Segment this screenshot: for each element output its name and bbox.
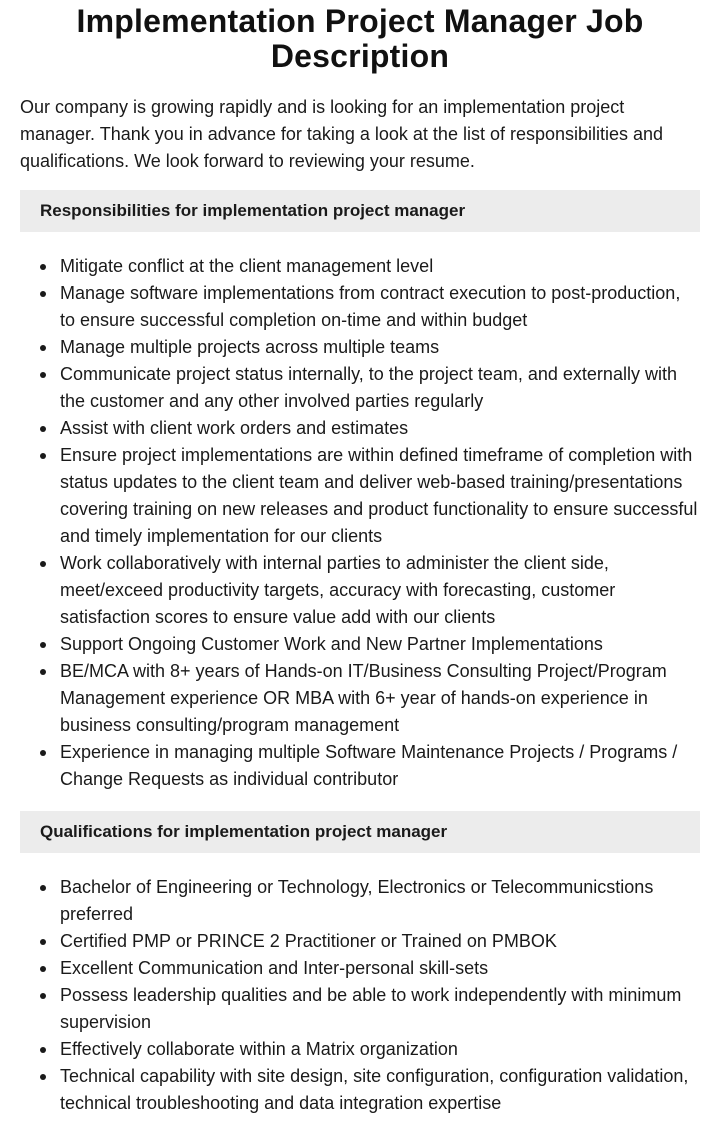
list-item-text: Ensure project implementations are within defined timeframe of completion with status updates to the client team and deliver web-based training/presentations covering training on new releases and product functionality to ensure successful and timely implementation for our clients <box>60 445 698 546</box>
bullet-icon <box>40 966 46 972</box>
list-item <box>20 874 700 928</box>
list-item-text: Mitigate conflict at the client management level <box>60 256 434 276</box>
bullet-icon <box>40 642 46 648</box>
list-item-text: Support Ongoing Customer Work and New Partner Implementations <box>60 634 603 654</box>
list-item-text: Manage multiple projects across multiple teams <box>60 337 440 357</box>
bullet-icon <box>40 939 46 945</box>
bullet-icon <box>40 561 46 567</box>
bullet-icon <box>40 669 46 675</box>
qualifications-heading: Qualifications for implementation project manager <box>20 811 700 853</box>
bullet-icon <box>40 993 46 999</box>
bullet-icon <box>40 1047 46 1053</box>
list-item-text: Assist with client work orders and estimates <box>60 418 409 438</box>
list-item-text: Technical capability with site design, site configuration, configuration validation, technical troubleshooting and data integration expertise <box>60 1066 689 1113</box>
list-item-text: Possess leadership qualities and be able to work independently with minimum supervision <box>60 985 682 1032</box>
list-item <box>20 658 700 739</box>
page-title: Implementation Project Manager Job Description <box>76 3 644 74</box>
list-item-text: Effectively collaborate within a Matrix organization <box>60 1039 458 1059</box>
bullet-icon <box>40 426 46 432</box>
list-item-text: Certified PMP or PRINCE 2 Practitioner or Trained on PMBOK <box>60 931 557 951</box>
bullet-icon <box>40 1074 46 1080</box>
list-item <box>20 550 700 631</box>
list-item <box>20 280 700 334</box>
qualifications-section <box>20 811 700 1117</box>
list-item <box>20 631 700 658</box>
bullet-icon <box>40 372 46 378</box>
list-item <box>20 955 700 982</box>
list-item-text: BE/MCA with 8+ years of Hands-on IT/Business Consulting Project/Program Management experience OR MBA with 6+ year of hands-on experience in business consulting/program management <box>60 661 667 735</box>
list-item <box>20 739 700 793</box>
list-item <box>20 442 700 550</box>
list-item-text: Work collaboratively with internal parties to administer the client side, meet/exceed productivity targets, accuracy with forecasting, customer satisfaction scores to ensure value add with our clients <box>60 553 616 627</box>
responsibilities-section <box>20 190 700 793</box>
list-item <box>20 1063 700 1117</box>
list-item <box>20 982 700 1036</box>
bullet-icon <box>40 345 46 351</box>
intro-paragraph: Our company is growing rapidly and is looking for an implementation project manager. Thank you in advance for taking a look at the list of responsibilities and qualifications. We look forward to reviewing your resume. <box>20 97 664 171</box>
list-item <box>20 334 700 361</box>
list-item <box>20 415 700 442</box>
list-item-text: Communicate project status internally, to the project team, and externally with the customer and any other involved parties regularly <box>60 364 677 411</box>
list-item <box>20 253 700 280</box>
responsibilities-heading: Responsibilities for implementation project manager <box>20 190 700 232</box>
list-item-text: Excellent Communication and Inter-personal skill-sets <box>60 958 489 978</box>
qualifications-list <box>20 874 700 1117</box>
list-item-text: Manage software implementations from contract execution to post-production, to ensure successful completion on-time and within budget <box>60 283 681 330</box>
list-item-text: Experience in managing multiple Software Maintenance Projects / Programs / Change Requests as individual contributor <box>60 742 678 789</box>
bullet-icon <box>40 291 46 297</box>
list-item <box>20 928 700 955</box>
bullet-icon <box>40 885 46 891</box>
bullet-icon <box>40 750 46 756</box>
bullet-icon <box>40 453 46 459</box>
list-item <box>20 1036 700 1063</box>
list-item <box>20 361 700 415</box>
list-item-text: Bachelor of Engineering or Technology, Electronics or Telecommunicstions preferred <box>60 877 654 924</box>
responsibilities-list <box>20 253 700 793</box>
bullet-icon <box>40 264 46 270</box>
